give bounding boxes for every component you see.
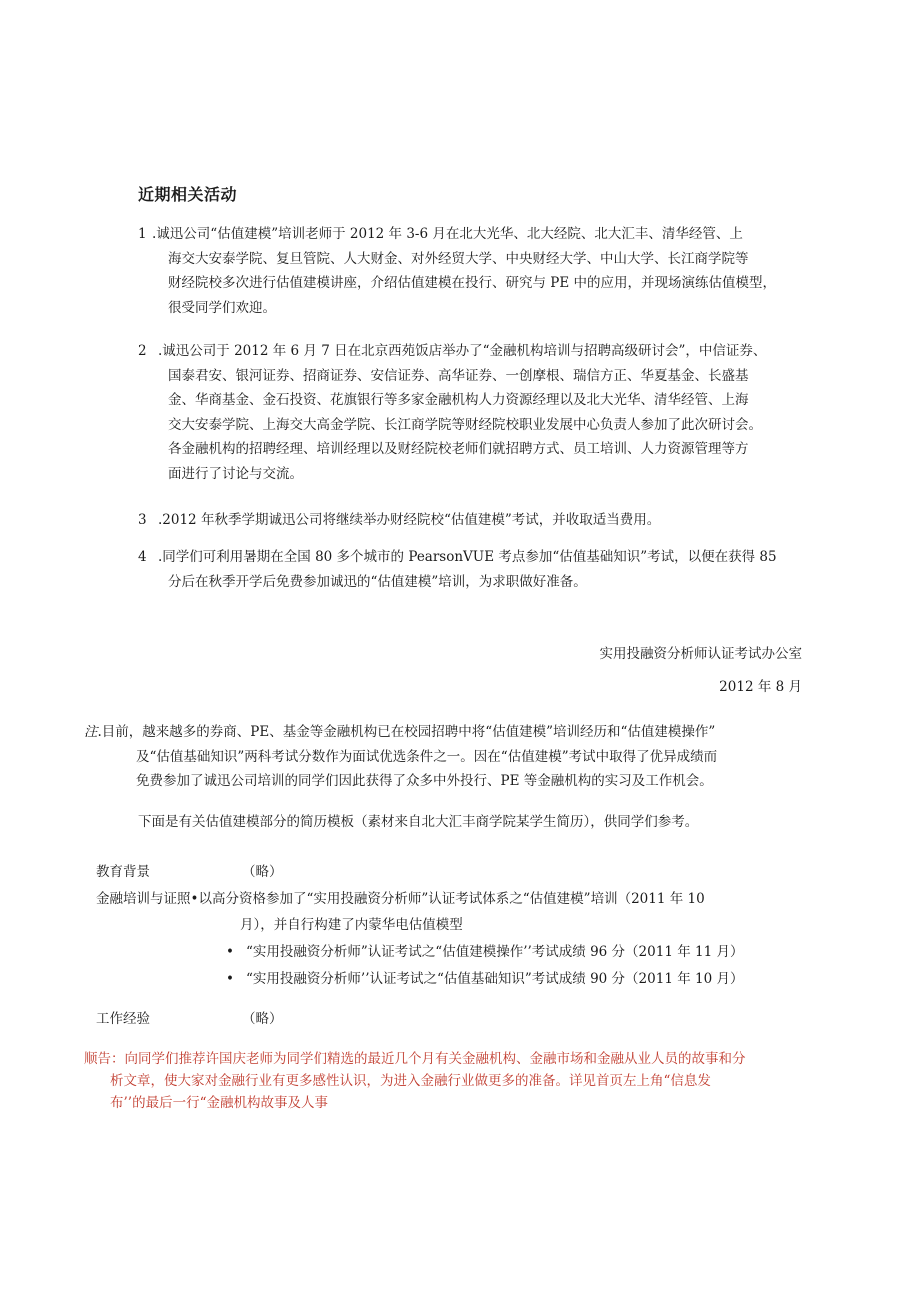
activity-line: 交大安泰学院、上海交大高金学院、长江商学院等财经院校职业发展中心负责人参加了此次研讨会。	[168, 416, 762, 433]
note-line: 免费参加了诚迅公司培训的同学们因此获得了众多中外投行、PE 等金融机构的实习及工作机会。	[136, 773, 713, 789]
education-label: 教育背景	[96, 864, 150, 880]
template-intro: 下面是有关估值建模部分的简历模板（素材来自北大汇丰商学院某学生简历），供同学们参考。	[138, 814, 699, 830]
activity-line: .同学们可利用暑期在全国 80 多个城市的 PearsonVUE 考点参加“估值基础知识”考试，以便在获得 85	[158, 549, 777, 565]
note-line: 及“估值基础知识”两科考试分数作为面试优选条件之一。因在“估值建模”考试中取得了优异成绩而	[136, 748, 718, 765]
activity-line: .2012 年秋季学期诚迅公司将继续举办财经院校“估值建模”考试，并收取适当费用。	[158, 512, 661, 528]
bullet-icon: •	[226, 944, 234, 960]
training-line: •以高分资格参加了“实用投融资分析师”认证考试体系之“估值建模”培训（2011 年 10	[190, 891, 705, 907]
activity-line: 各金融机构的招聘经理、培训经理以及财经院校老师们就招聘方式、员工培训、人力资源管理等方	[168, 441, 749, 457]
signature-date: 2012 年 8 月	[719, 679, 802, 695]
activity-item-1	[138, 222, 838, 320]
section-heading: 近期相关活动	[138, 185, 238, 204]
work-label: 工作经验	[96, 1011, 150, 1027]
notice-paragraph	[84, 1048, 840, 1114]
note-paragraph	[84, 720, 844, 794]
note-lead: 注	[84, 724, 98, 740]
notice-line: 顺告：向同学们推荐许国庆老师为同学们精选的最近几个月有关金融机构、金融市场和金融从业人员的故事和分	[84, 1051, 746, 1067]
activity-line: .诚迅公司于 2012 年 6 月 7 日在北京西苑饭店举办了“金融机构培训与招聘高级研讨会”，中信证券、	[158, 343, 767, 359]
activity-line: 很受同学们欢迎。	[168, 299, 276, 316]
bullet-text: “实用投融资分析师’’认证考试之“估值基础知识”考试成绩 90 分（2011 年 10 月）	[246, 971, 744, 987]
activity-line: 财经院校多次进行估值建模讲座，介绍估值建模在投行、研究与 PE 中的应用，并现场演练估值模型，	[168, 275, 777, 291]
activity-number: 2	[138, 343, 147, 359]
activity-line: .诚迅公司“估值建模”培训老师于 2012 年 3-6 月在北大光华、北大经院、北大汇丰、清华经管、上	[152, 226, 743, 242]
activity-line: 金、华商基金、金石投资、花旗银行等多家金融机构人力资源经理以及北大光华、清华经管、上海	[168, 392, 749, 408]
activity-line: 海交大安泰学院、复旦管院、人大财金、对外经贸大学、中央财经大学、中山大学、长江商学院等	[168, 250, 749, 267]
activity-line: 国泰君安、银河证券、招商证券、安信证券、高华证券、一创摩根、瑞信方正、华夏基金、长盛基	[168, 367, 749, 384]
activity-number: 1	[138, 226, 147, 242]
activity-item-3	[138, 508, 838, 533]
bullet-text: “实用投融资分析师”认证考试之“估值建模操作’’考试成绩 96 分（2011 年 11 月）	[246, 944, 744, 960]
notice-line: 析文章，使大家对金融行业有更多感性认识，为进入金融行业做更多的准备。详见首页左上角“信息发	[110, 1073, 711, 1089]
activity-line: 分后在秋季开学后免费参加诚迅的“估值建模”培训，为求职做好准备。	[168, 573, 587, 590]
activity-item-4	[138, 545, 838, 594]
activity-number: 3	[138, 512, 147, 528]
notice-line: 布’’的最后一行“金融机构故事及人事	[110, 1095, 328, 1111]
education-value: （略）	[242, 864, 283, 880]
note-line: .目前，越来越多的券商、PE、基金等金融机构已在校园招聘中将“估值建模”培训经历和“估值建模操作”	[97, 724, 716, 740]
signature-office: 实用投融资分析师认证考试办公室	[599, 646, 802, 662]
training-label: 金融培训与证照	[96, 891, 191, 907]
activity-number: 4	[138, 549, 147, 565]
bullet-icon: •	[226, 971, 234, 987]
activity-line: 面进行了讨论与交流。	[168, 465, 303, 482]
training-line: 月），并自行构建了内蒙华电估值模型	[240, 917, 463, 933]
work-value: （略）	[242, 1011, 283, 1027]
activity-item-2	[138, 339, 838, 486]
